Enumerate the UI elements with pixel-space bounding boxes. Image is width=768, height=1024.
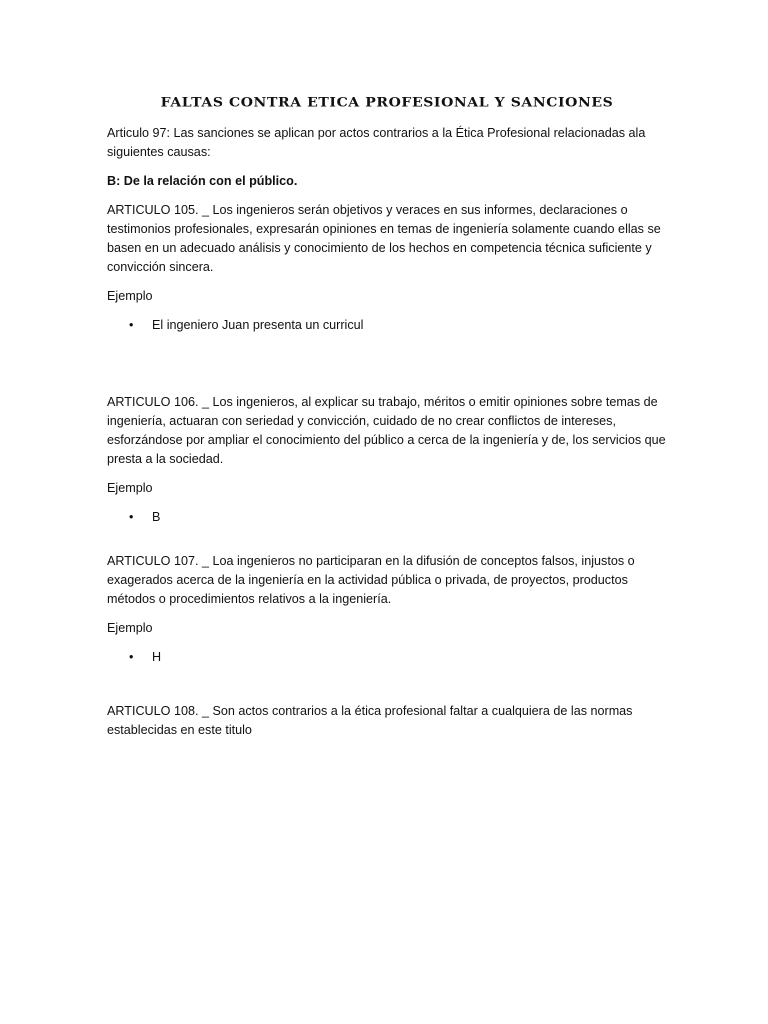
article-106-text: ARTICULO 106. _ Los ingenieros, al explicar su trabajo, méritos o emitir opiniones sobre temas de ingeniería, actuaran con seriedad y convicción, cuidado de no crear conflictos de intereses, esforzándose por ampliar el conocimiento del público a cerca de la ingeniería y de, los servicios que presta a la sociedad. xyxy=(107,395,666,466)
example-bullet-106 xyxy=(107,508,667,527)
document-body xyxy=(107,94,667,750)
section-subheading: B: De la relación con el público. xyxy=(107,174,298,188)
bullet-icon: • xyxy=(129,510,134,524)
example-bullet-107 xyxy=(107,648,667,667)
example-bullet-105 xyxy=(107,316,667,335)
document-title: FALTAS CONTRA ETICA PROFESIONAL Y SANCIONES xyxy=(160,95,614,111)
example-label-106: Ejemplo xyxy=(107,481,153,495)
article-108-text: ARTICULO 108. _ Son actos contrarios a la ética profesional faltar a cualquiera de las normas establecidas en este titulo xyxy=(107,704,633,737)
article-105-text: ARTICULO 105. _ Los ingenieros serán objetivos y veraces en sus informes, declaraciones o testimonios profesionales, expresarán opiniones en temas de ingeniería solamente cuando ellas se basen en un adecuado análisis y conocimiento de los hechos en competencia técnica suficiente y convicción sincera. xyxy=(107,203,661,274)
example-label-105: Ejemplo xyxy=(107,289,153,303)
example-label-107: Ejemplo xyxy=(107,621,153,635)
example-list-106 xyxy=(107,508,667,527)
bullet-icon: • xyxy=(129,318,134,332)
article-107-text: ARTICULO 107. _ Loa ingenieros no participaran en la difusión de conceptos falsos, injustos o exagerados acerca de la ingeniería en la actividad pública o privada, de proyectos, productos métodos o procedimientos relativos a la ingeniería. xyxy=(107,554,635,606)
example-list-107 xyxy=(107,648,667,667)
intro-paragraph: Articulo 97: Las sanciones se aplican por actos contrarios a la Ética Profesional relacionadas ala siguientes causas: xyxy=(107,126,646,159)
example-list-105 xyxy=(107,316,667,335)
example-bullet-text-107: H xyxy=(152,650,162,664)
example-bullet-text-105: El ingeniero Juan presenta un curricul xyxy=(152,318,364,332)
bullet-icon: • xyxy=(129,650,134,664)
example-bullet-text-106: B xyxy=(152,510,161,524)
